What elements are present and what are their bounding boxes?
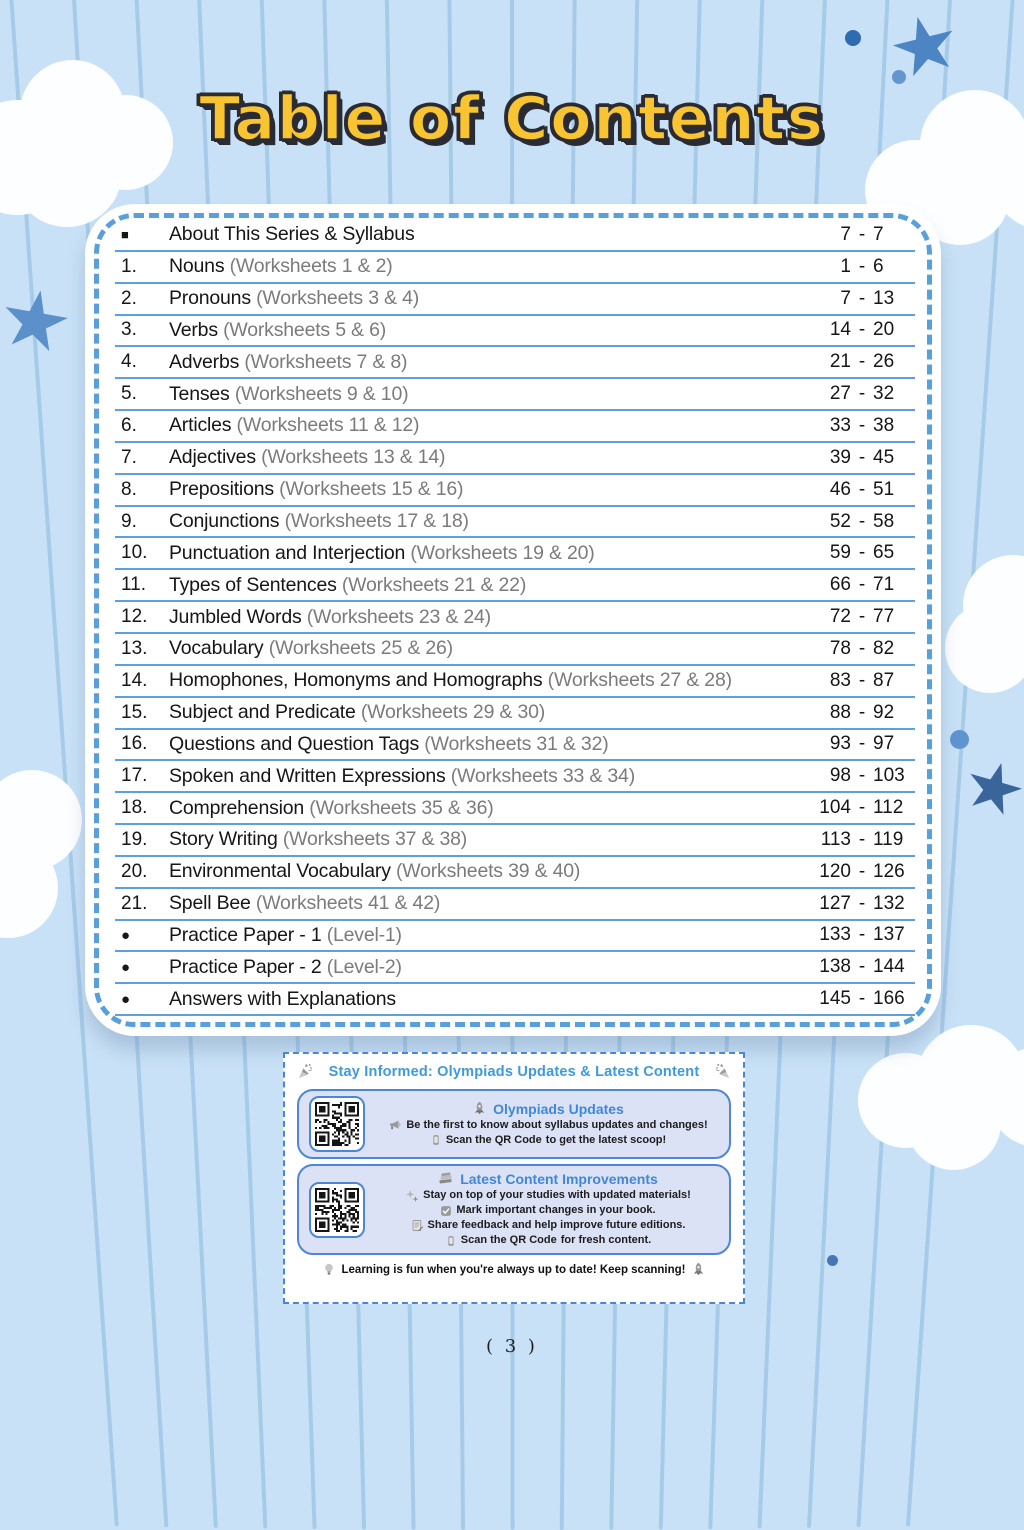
toc-entry-subtitle: (Worksheets 37 & 38) bbox=[282, 828, 468, 851]
toc-entry-pages: 120 - 126 bbox=[819, 860, 905, 882]
toc-entry-pages: 7 - 7 bbox=[840, 223, 884, 245]
toc-entry-number: 3. bbox=[121, 319, 137, 341]
toc-entry-subtitle: (Level-2) bbox=[326, 955, 402, 978]
stay-informed-panel bbox=[283, 1052, 745, 1304]
info-section bbox=[297, 1089, 731, 1159]
toc-entry-pages: 98 - 103 bbox=[829, 765, 905, 787]
cloud-bottom-right bbox=[848, 1025, 1024, 1155]
toc-entry-pages: 127 - 132 bbox=[819, 892, 905, 914]
toc-entry-title: Vocabulary (Worksheets 25 & 26) bbox=[169, 637, 453, 660]
toc-entry-title: Pronouns (Worksheets 3 & 4) bbox=[169, 287, 420, 310]
toc-entry-number: 8. bbox=[121, 478, 137, 500]
info-section-title: Latest Content Improvements bbox=[377, 1171, 719, 1187]
toc-entry-pages: 104 - 112 bbox=[819, 797, 904, 819]
toc-entry-number: 7. bbox=[121, 446, 137, 468]
toc-entry-title: Prepositions (Worksheets 15 & 16) bbox=[169, 478, 464, 501]
info-section-line: Be the first to know about syllabus updates and changes! bbox=[377, 1118, 719, 1133]
toc-entry-subtitle: (Worksheets 21 & 22) bbox=[341, 573, 527, 596]
toc-entry-title: Punctuation and Interjection (Worksheets 19 & 20) bbox=[169, 541, 595, 564]
toc-entry-number: 17. bbox=[121, 765, 148, 787]
toc-entry-title: Spoken and Written Expressions (Worksheets 33 & 34) bbox=[169, 764, 635, 787]
toc-entry bbox=[115, 443, 915, 475]
toc-entry-title: Jumbled Words (Worksheets 23 & 24) bbox=[169, 605, 491, 628]
info-section bbox=[297, 1164, 731, 1255]
toc-entry-title: Tenses (Worksheets 9 & 10) bbox=[169, 382, 409, 405]
toc-entry-pages: 46 - 51 bbox=[829, 478, 895, 500]
toc-entry-number: 11. bbox=[121, 574, 147, 596]
toc-entry-title: Homophones, Homonyms and Homographs (Worksheets 27 & 28) bbox=[169, 669, 732, 692]
toc-entry-subtitle: (Worksheets 7 & 8) bbox=[244, 350, 408, 373]
toc-entry-pages: 39 - 45 bbox=[829, 446, 895, 468]
cloud-right-middle bbox=[945, 555, 1024, 695]
toc-entry bbox=[115, 316, 915, 348]
toc-entry-title: Story Writing (Worksheets 37 & 38) bbox=[169, 828, 468, 851]
toc-entry bbox=[115, 857, 915, 889]
toc-entry-pages: 7 - 13 bbox=[840, 287, 895, 309]
toc-entry bbox=[115, 825, 915, 857]
toc-entry-pages: 138 - 144 bbox=[819, 956, 905, 978]
toc-entry-title: Questions and Question Tags (Worksheets 31 & 32) bbox=[169, 732, 609, 755]
toc-entry-number: 12. bbox=[121, 606, 148, 628]
dot-top-right-dark bbox=[845, 30, 861, 46]
toc-entry-pages: 27 - 32 bbox=[829, 383, 895, 405]
toc-entry-subtitle: (Worksheets 27 & 28) bbox=[547, 669, 732, 692]
toc-entry-pages: 145 - 166 bbox=[819, 988, 905, 1010]
toc-entry-subtitle: (Worksheets 31 & 32) bbox=[424, 732, 609, 755]
toc-entry-number: 9. bbox=[121, 510, 137, 532]
toc-entry-subtitle: (Worksheets 25 & 26) bbox=[268, 637, 453, 660]
toc-entry bbox=[115, 793, 915, 825]
info-section-line: Scan the QR Code for fresh content. bbox=[377, 1233, 719, 1248]
toc-entry-pages: 83 - 87 bbox=[829, 669, 895, 691]
toc-entry-subtitle: (Worksheets 9 & 10) bbox=[234, 382, 409, 405]
qr-code bbox=[309, 1182, 365, 1238]
toc-entry-number: 20. bbox=[121, 860, 148, 882]
toc-entry-subtitle: (Worksheets 3 & 4) bbox=[256, 287, 420, 310]
info-section-title: Olympiads Updates bbox=[377, 1101, 719, 1117]
toc-entry-title: Adverbs (Worksheets 7 & 8) bbox=[169, 350, 408, 373]
toc-entry-pages: 133 - 137 bbox=[819, 924, 905, 946]
toc-entry-subtitle: (Worksheets 1 & 2) bbox=[229, 255, 393, 278]
toc-entry-number: 10. bbox=[121, 542, 148, 564]
toc-entry-number: 2. bbox=[121, 287, 137, 309]
qr-code bbox=[309, 1096, 365, 1152]
toc-entry-subtitle: (Worksheets 17 & 18) bbox=[284, 510, 469, 533]
toc-entry-title: Practice Paper - 2 (Level-2) bbox=[169, 955, 402, 978]
toc-entry bbox=[115, 411, 915, 443]
toc-entry-pages: 66 - 71 bbox=[829, 574, 895, 596]
toc-entry-number: 4. bbox=[121, 351, 137, 373]
toc-entry-title: Environmental Vocabulary (Worksheets 39 & 40) bbox=[169, 860, 581, 883]
toc-entry bbox=[115, 634, 915, 666]
toc-entry bbox=[115, 252, 915, 284]
toc-entry bbox=[115, 507, 915, 539]
toc-entry-title: About This Series & Syllabus bbox=[169, 223, 415, 246]
phone-icon bbox=[430, 1134, 442, 1146]
toc-entry-subtitle: (Worksheets 11 & 12) bbox=[236, 414, 420, 437]
dot-right-middle bbox=[950, 730, 969, 749]
toc-entry-title: Practice Paper - 1 (Level-1) bbox=[169, 923, 402, 946]
toc-entry-subtitle: (Worksheets 13 & 14) bbox=[261, 446, 446, 469]
toc-panel bbox=[85, 204, 941, 1036]
toc-entry-number: 14. bbox=[121, 669, 148, 691]
toc-entry bbox=[115, 761, 915, 793]
toc-entry-title: Types of Sentences (Worksheets 21 & 22) bbox=[169, 573, 527, 596]
toc-entry-bullet-icon: ● bbox=[121, 958, 131, 976]
toc-entry bbox=[115, 730, 915, 762]
toc-entry-number: 6. bbox=[121, 414, 137, 436]
toc-entry-subtitle: (Worksheets 39 & 40) bbox=[395, 860, 581, 883]
toc-entry-title: Nouns (Worksheets 1 & 2) bbox=[169, 255, 393, 278]
toc-entry-number: 19. bbox=[121, 828, 148, 850]
toc-entry-number: 16. bbox=[121, 733, 148, 755]
toc-entry-subtitle: (Worksheets 19 & 20) bbox=[410, 541, 595, 564]
toc-entry-number: 13. bbox=[121, 637, 148, 659]
page-number: ( 3 ) bbox=[486, 1336, 538, 1357]
megaphone-icon bbox=[388, 1118, 402, 1132]
toc-entry-number: 5. bbox=[121, 383, 137, 405]
party-popper-icon bbox=[714, 1063, 731, 1080]
toc-entry-subtitle: (Worksheets 35 & 36) bbox=[309, 796, 494, 819]
toc-entry-title: Conjunctions (Worksheets 17 & 18) bbox=[169, 510, 469, 533]
toc-entry-title: Comprehension (Worksheets 35 & 36) bbox=[169, 796, 494, 819]
phone-icon bbox=[445, 1235, 457, 1247]
toc-entry-pages: 78 - 82 bbox=[829, 637, 895, 659]
toc-entry-pages: 1 - 6 bbox=[840, 255, 884, 277]
toc-entry-pages: 88 - 92 bbox=[829, 701, 895, 723]
toc-entry-pages: 72 - 77 bbox=[829, 606, 895, 628]
toc-entry-subtitle: (Worksheets 23 & 24) bbox=[306, 605, 491, 628]
toc-entry-bullet-icon: ● bbox=[121, 990, 131, 1008]
toc-entry-title: Adjectives (Worksheets 13 & 14) bbox=[169, 446, 446, 469]
toc-entry-pages: 93 - 97 bbox=[829, 733, 895, 755]
toc-entry-subtitle: (Worksheets 15 & 16) bbox=[279, 478, 464, 501]
bulb-icon bbox=[322, 1262, 336, 1277]
toc-entry bbox=[115, 602, 915, 634]
stay-informed-header bbox=[297, 1059, 731, 1084]
books-icon bbox=[438, 1172, 454, 1186]
toc-entry bbox=[115, 379, 915, 411]
cloud-left-middle bbox=[0, 770, 90, 940]
stay-informed-title: Stay Informed: Olympiads Updates & Latest Content bbox=[328, 1063, 700, 1080]
info-section-line: Stay on top of your studies with updated materials! bbox=[377, 1188, 719, 1203]
toc-entry bbox=[115, 698, 915, 730]
page-title: Table of Contents bbox=[199, 84, 825, 154]
toc-entry bbox=[115, 347, 915, 379]
party-popper-icon bbox=[297, 1063, 314, 1080]
toc-entry bbox=[115, 284, 915, 316]
toc-entry-subtitle: (Worksheets 41 & 42) bbox=[255, 892, 441, 915]
toc-entry-subtitle: (Worksheets 29 & 30) bbox=[360, 701, 546, 724]
toc-entry-pages: 52 - 58 bbox=[829, 510, 895, 532]
toc-entry bbox=[115, 984, 915, 1016]
toc-entry-pages: 33 - 38 bbox=[829, 414, 895, 436]
toc-list bbox=[115, 220, 915, 1016]
toc-entry bbox=[115, 475, 915, 507]
toc-entry-title: Articles (Worksheets 11 & 12) bbox=[169, 414, 420, 437]
check-icon bbox=[440, 1205, 452, 1217]
info-section-line: Mark important changes in your book. bbox=[377, 1203, 719, 1218]
toc-entry bbox=[115, 538, 915, 570]
info-section-line: Share feedback and help improve future editions. bbox=[377, 1218, 719, 1233]
memo-icon bbox=[411, 1219, 424, 1232]
info-section-line: Scan the QR Code to get the latest scoop! bbox=[377, 1133, 719, 1148]
toc-entry-title: Verbs (Worksheets 5 & 6) bbox=[169, 318, 387, 341]
stay-informed-footer-text: Learning is fun when you're always up to date! Keep scanning! bbox=[341, 1263, 686, 1276]
toc-entry-title: Subject and Predicate (Worksheets 29 & 30) bbox=[169, 701, 546, 724]
toc-entry-number: 1. bbox=[121, 255, 137, 277]
sparkles-icon bbox=[405, 1189, 419, 1203]
stay-informed-footer bbox=[297, 1262, 731, 1277]
toc-entry bbox=[115, 952, 915, 984]
toc-entry-pages: 21 - 26 bbox=[829, 351, 895, 373]
toc-entry bbox=[115, 570, 915, 602]
toc-entry-title: Answers with Explanations bbox=[169, 987, 396, 1010]
toc-entry-pages: 14 - 20 bbox=[829, 319, 895, 341]
toc-entry-subtitle: (Worksheets 33 & 34) bbox=[450, 764, 635, 787]
rocket-icon bbox=[472, 1101, 487, 1116]
star-right bbox=[960, 755, 1024, 822]
toc-entry bbox=[115, 220, 915, 252]
toc-entry-number: 18. bbox=[121, 797, 148, 819]
dot-top-right-light bbox=[892, 70, 906, 84]
dot-bottom-right bbox=[827, 1255, 838, 1266]
toc-entry bbox=[115, 921, 915, 953]
toc-entry-pages: 59 - 65 bbox=[829, 542, 895, 564]
toc-entry-title: Spell Bee (Worksheets 41 & 42) bbox=[169, 892, 441, 915]
toc-entry-bullet-icon: ■ bbox=[121, 227, 129, 243]
toc-entry-bullet-icon: ● bbox=[121, 926, 131, 944]
toc-entry bbox=[115, 666, 915, 698]
toc-entry-subtitle: (Level-1) bbox=[326, 923, 402, 946]
toc-entry-number: 15. bbox=[121, 701, 148, 723]
toc-entry-pages: 113 - 119 bbox=[820, 828, 904, 850]
toc-entry-subtitle: (Worksheets 5 & 6) bbox=[223, 318, 387, 341]
toc-entry bbox=[115, 889, 915, 921]
rocket-icon bbox=[691, 1262, 706, 1277]
toc-entry-number: 21. bbox=[121, 892, 148, 914]
